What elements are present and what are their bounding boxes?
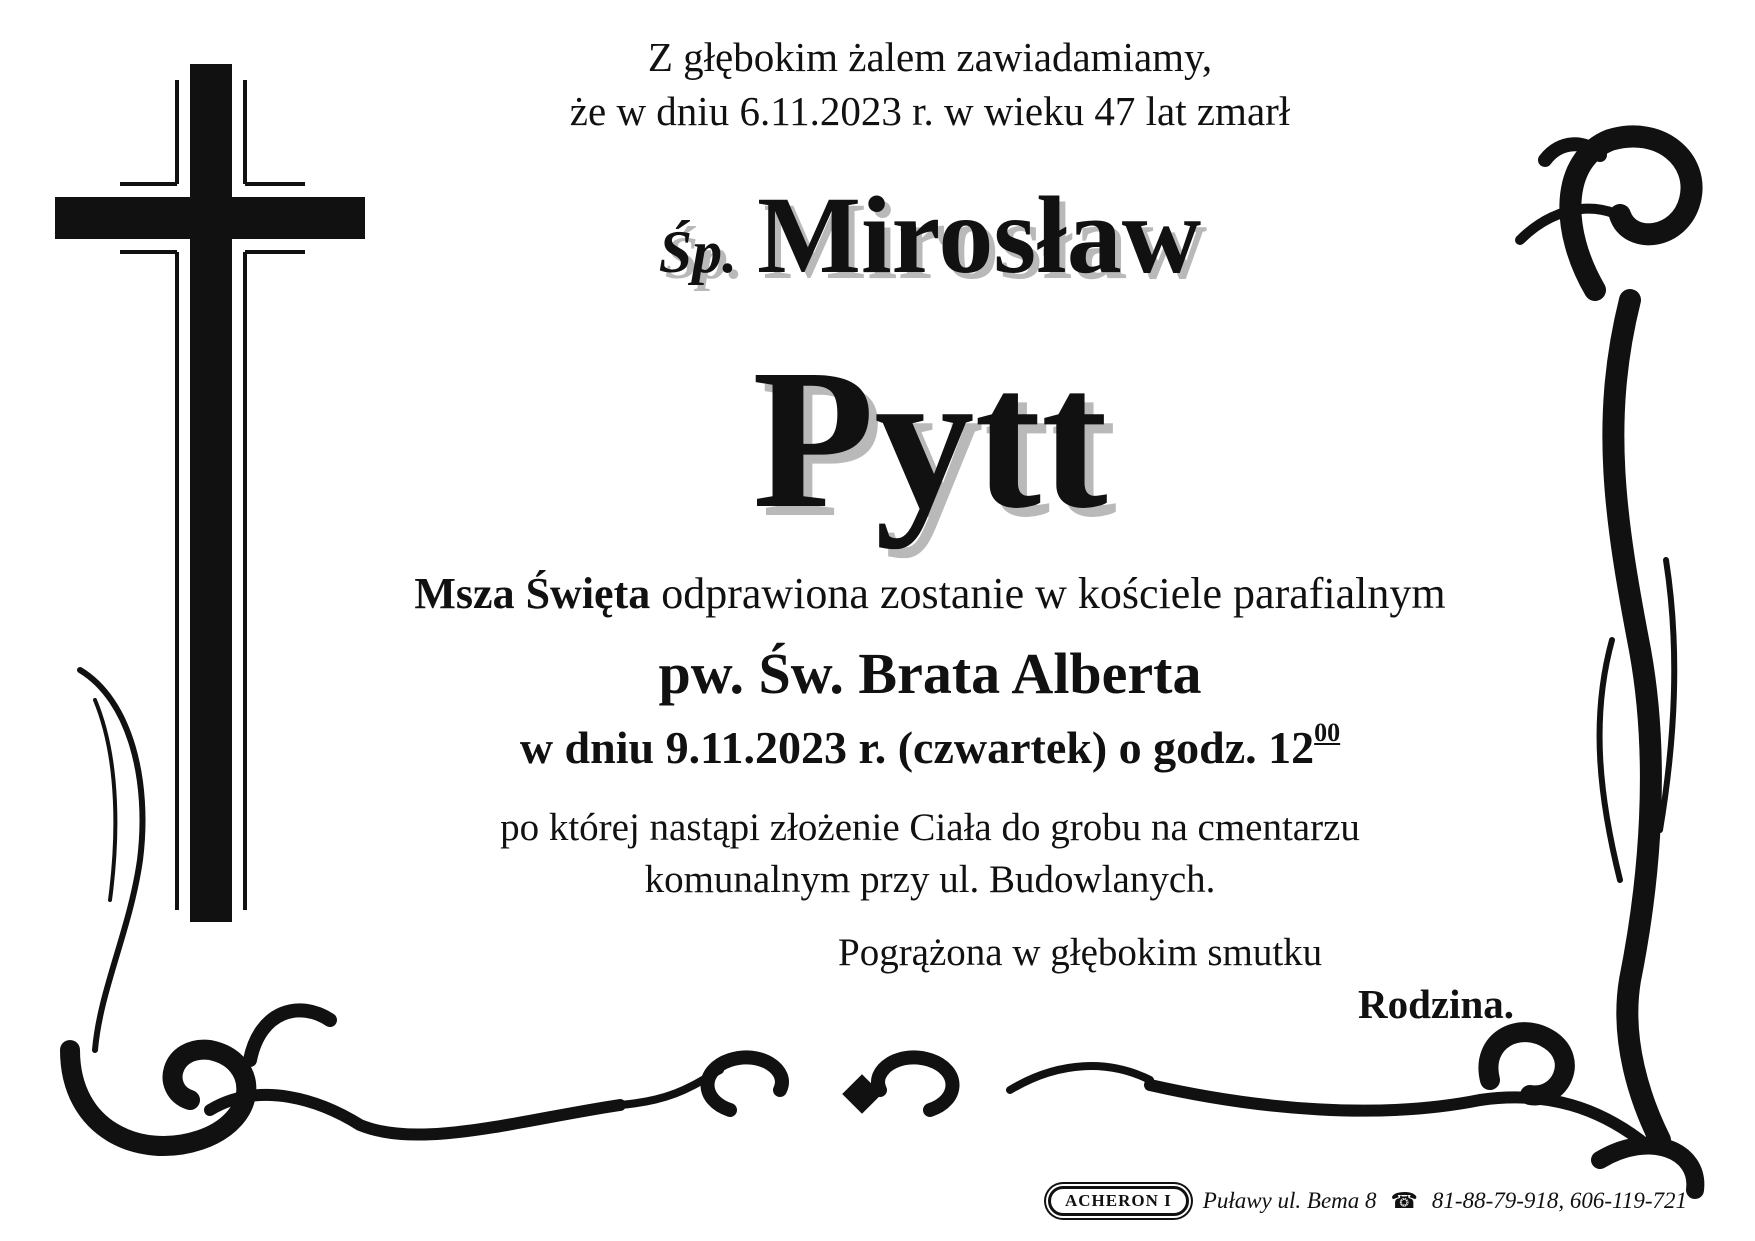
date-text: w dniu 9.11.2023 r. (czwartek) o godz. 12 — [519, 722, 1315, 773]
footer-phones: 81-88-79-918, 606-119-721 — [1431, 1188, 1688, 1213]
first-name: Mirosław — [757, 174, 1202, 296]
burial-line-2: komunalnym przy ul. Budowlanych. — [644, 858, 1216, 901]
first-name-line — [430, 172, 1430, 299]
intro-line-1: Z głębokim żalem zawiadamiamy, — [647, 34, 1213, 80]
church-name: pw. Św. Brata Alberta — [658, 641, 1202, 706]
mass-datetime — [330, 718, 1530, 774]
company-logo: ACHERON I — [1048, 1186, 1189, 1216]
grief-line: Pogrążona w głębokim smutku — [838, 931, 1323, 974]
mass-bold: Msza Święta — [414, 569, 651, 618]
intro-line-2: że w dniu 6.11.2023 r. w wieku 47 lat zmarł — [569, 88, 1291, 134]
burial-line-1: po której nastąpi złożenie Ciała do grobu na cmentarzu — [500, 806, 1360, 849]
footer — [1048, 1186, 1687, 1216]
honorific: Śp. — [658, 219, 738, 285]
signature: Rodzina. — [1358, 981, 1515, 1027]
mass-rest: odprawiona zostanie w kościele parafialnym — [661, 569, 1446, 618]
intro-text — [430, 30, 1430, 138]
mass-line — [230, 568, 1630, 619]
burial-text — [380, 802, 1480, 906]
telephone-icon: ☎ — [1390, 1188, 1418, 1213]
footer-address: Puławy ul. Bema 8 — [1202, 1188, 1377, 1213]
time-minutes: 00 — [1314, 718, 1341, 747]
surname: Pytt — [752, 329, 1108, 550]
